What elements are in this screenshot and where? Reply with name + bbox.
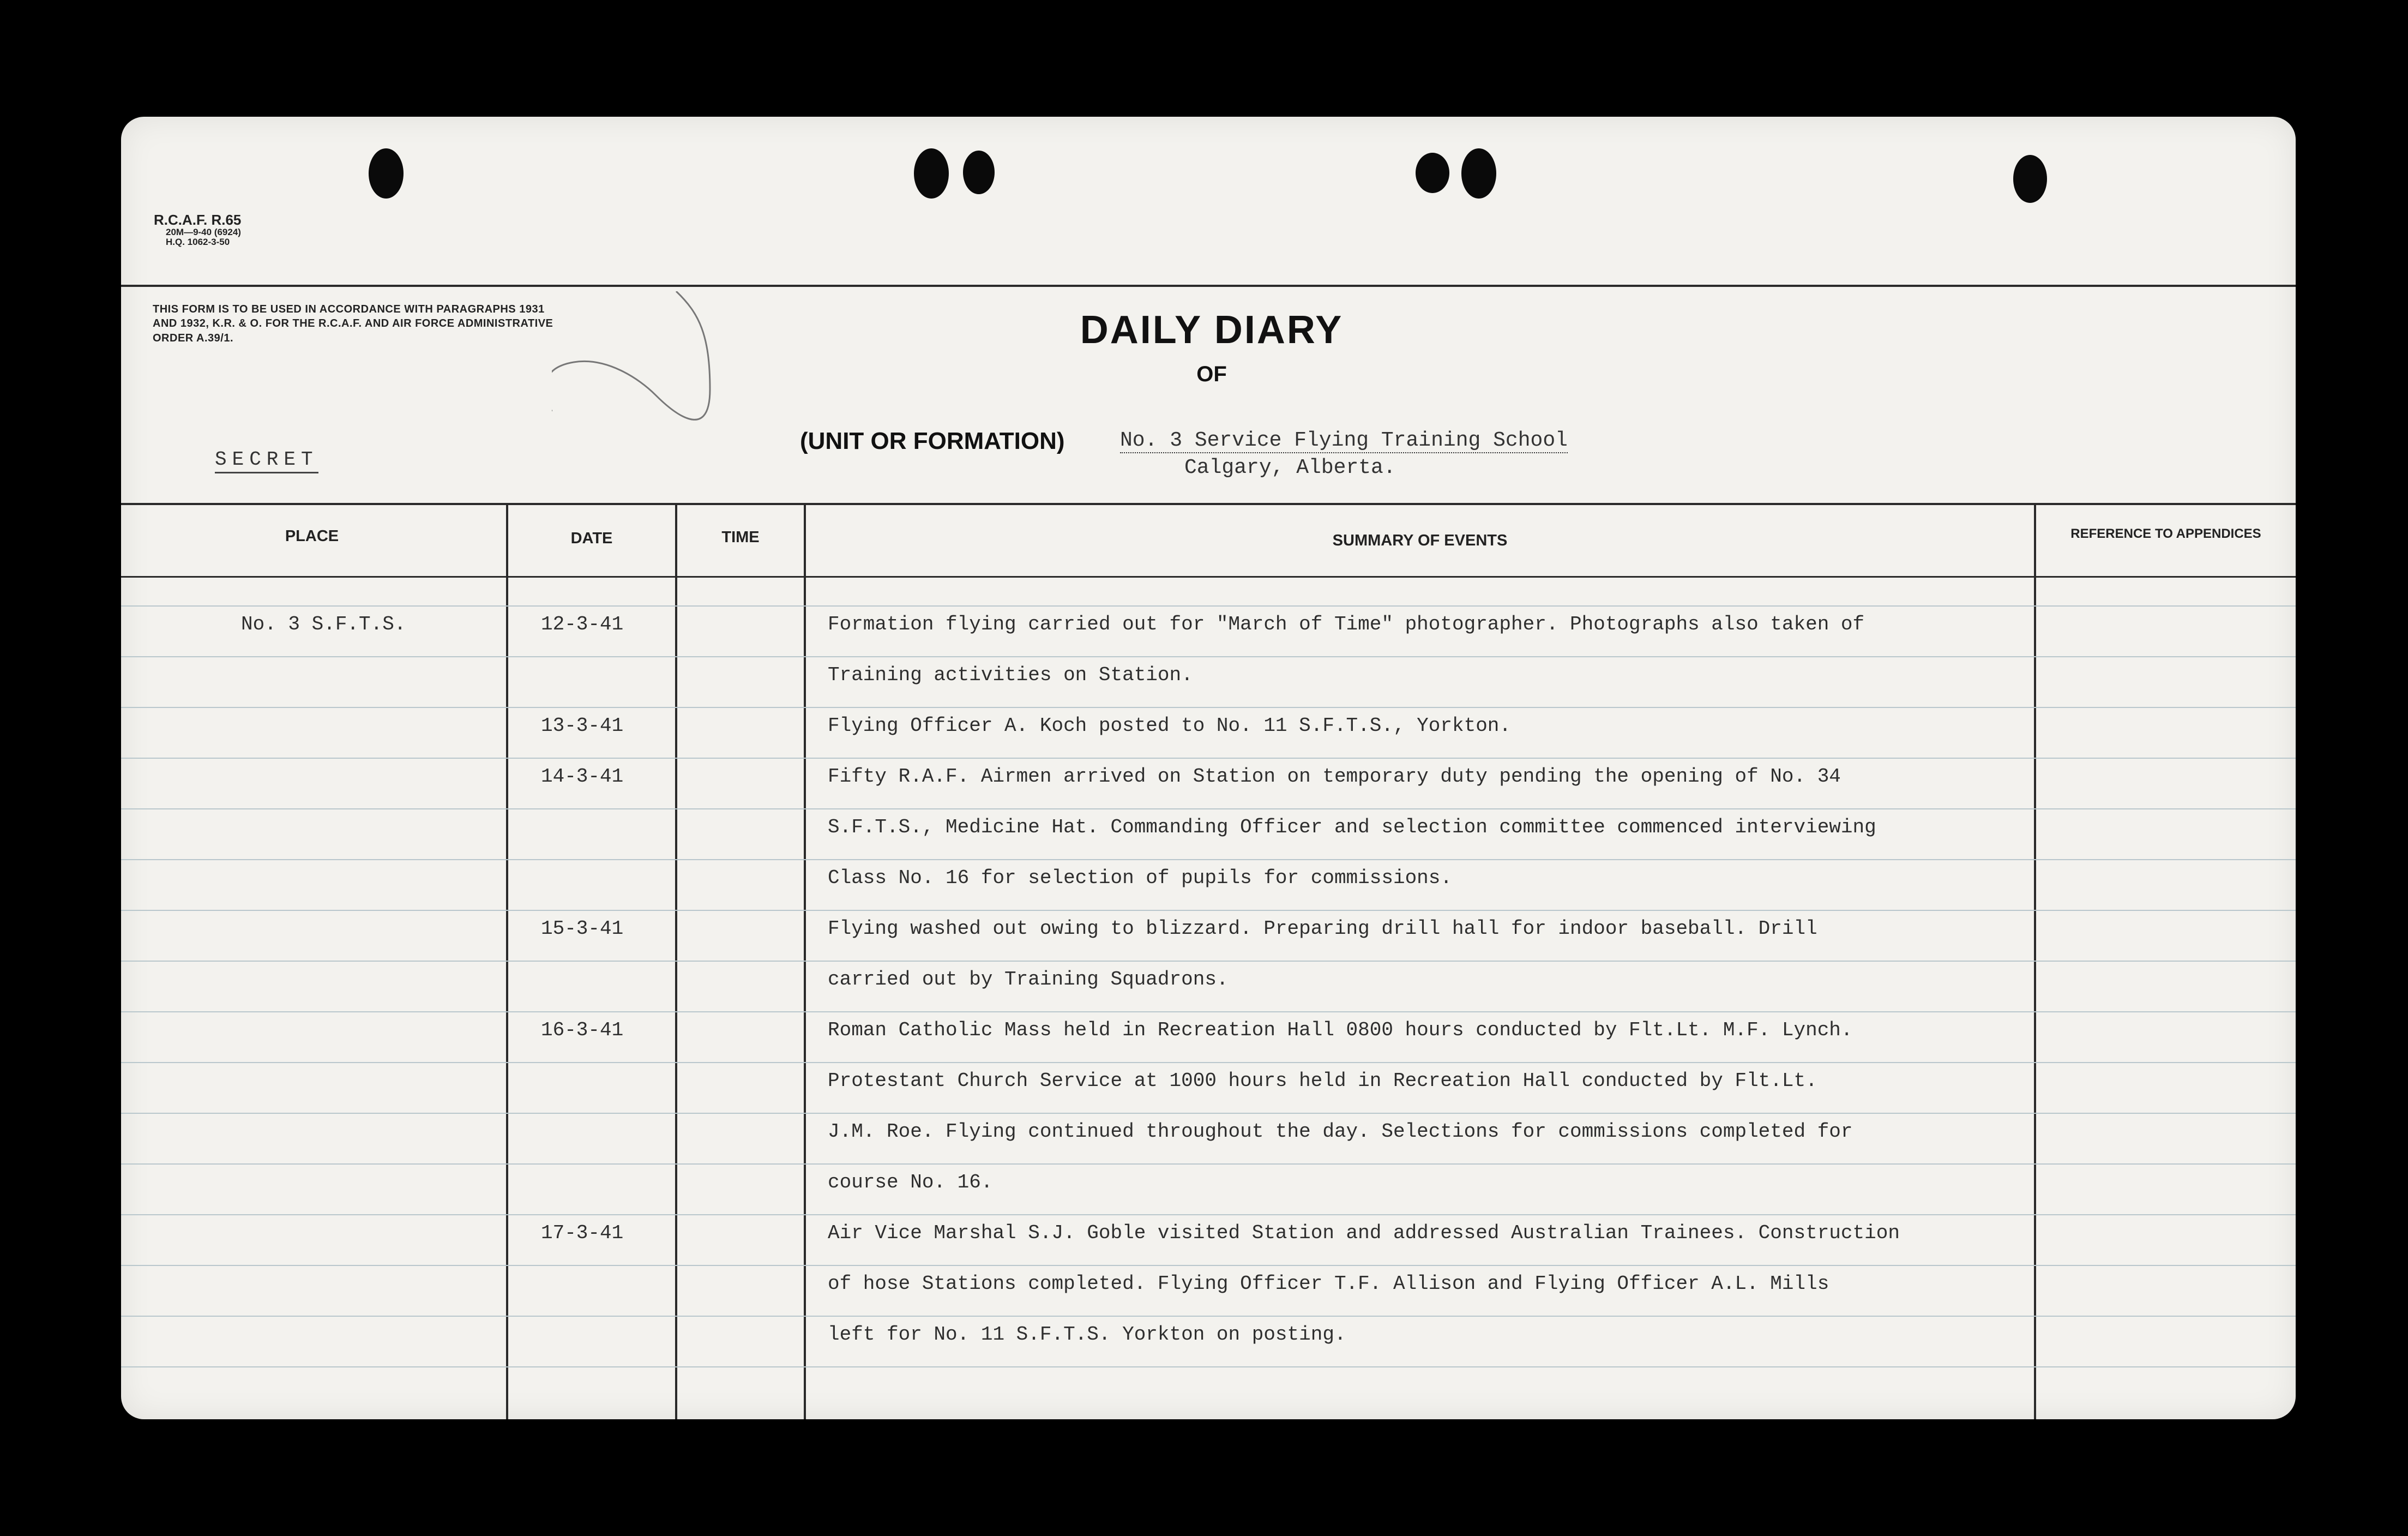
form-code: [154, 213, 241, 247]
ruled-line: [121, 707, 2296, 708]
ruled-line: [121, 808, 2296, 809]
ruled-line: [121, 758, 2296, 759]
summary-line: of hose Stations completed. Flying Officer T.F. Allison and Flying Officer A.L. Mills: [828, 1273, 1829, 1295]
punch-hole: [369, 148, 404, 199]
title-of: OF: [1196, 362, 1227, 386]
ruled-line: [121, 1265, 2296, 1266]
summary-line: Training activities on Station.: [828, 664, 1193, 686]
entry-date: 12-3-41: [541, 613, 624, 635]
summary-line: Fifty R.A.F. Airmen arrived on Station on temporary duty pending the opening of No. 34: [828, 765, 1841, 788]
summary-line: Protestant Church Service at 1000 hours held in Recreation Hall conducted by Flt.Lt.: [828, 1070, 1817, 1092]
table-header-rule: [121, 576, 2296, 578]
ruled-line: [121, 859, 2296, 860]
header-time: TIME: [721, 529, 760, 546]
form-number: R.C.A.F. R.65: [154, 212, 242, 228]
ruled-line: [121, 961, 2296, 962]
column-divider: [2034, 505, 2036, 1419]
print-code: 20M—9-40 (6924): [166, 227, 241, 238]
ruled-line: [121, 1214, 2296, 1215]
punch-hole: [1461, 148, 1496, 199]
ruled-line: [121, 910, 2296, 911]
place-entry: No. 3 S.F.T.S.: [241, 613, 406, 635]
summary-line: Roman Catholic Mass held in Recreation Hall 0800 hours conducted by Flt.Lt. M.F. Lynch.: [828, 1019, 1853, 1041]
header-date: DATE: [570, 530, 613, 547]
header-reference: REFERENCE TO APPENDICES: [2070, 526, 2261, 541]
summary-line: Flying Officer A. Koch posted to No. 11 S.F.T.S., Yorkton.: [828, 715, 1512, 737]
column-divider: [506, 505, 508, 1419]
summary-line: S.F.T.S., Medicine Hat. Commanding Officer and selection committee commenced interviewing: [828, 816, 1876, 838]
unit-label: (UNIT OR FORMATION): [800, 428, 1065, 454]
entry-date: 14-3-41: [541, 765, 624, 788]
summary-line: Formation flying carried out for "March of Time" photographer. Photographs also taken of: [828, 613, 1865, 635]
punch-hole: [914, 148, 949, 199]
entry-date: 17-3-41: [541, 1222, 624, 1244]
summary-line: left for No. 11 S.F.T.S. Yorkton on posting.: [828, 1323, 1346, 1346]
summary-line: Air Vice Marshal S.J. Goble visited Station and addressed Australian Trainees. Construction: [828, 1222, 1900, 1244]
ruled-line: [121, 1113, 2296, 1114]
classification-label: SECRET: [215, 448, 318, 473]
ruled-line: [121, 1316, 2296, 1317]
entry-date: 16-3-41: [541, 1019, 624, 1041]
ruled-line: [121, 605, 2296, 607]
page-title: DAILY DIARY: [1080, 308, 1344, 352]
column-divider: [804, 505, 806, 1419]
usage-notice: THIS FORM IS TO BE USED IN ACCORDANCE WITH PARAGRAPHS 1931 AND 1932, K.R. & O. FOR THE R.C.A.F. AND AIR FORCE ADMINISTRATIVE ORDER A.39/1.: [153, 303, 553, 344]
ruled-line: [121, 1062, 2296, 1063]
summary-line: Flying washed out owing to blizzard. Preparing drill hall for indoor baseball. Drill: [828, 917, 1817, 940]
entry-date: 13-3-41: [541, 715, 624, 737]
header-rule: [121, 285, 2296, 287]
ruled-line: [121, 1366, 2296, 1367]
summary-line: carried out by Training Squadrons.: [828, 968, 1229, 991]
summary-line: course No. 16.: [828, 1171, 993, 1193]
ruled-line: [121, 1163, 2296, 1165]
ruled-line: [121, 1011, 2296, 1012]
table-top-rule: [121, 503, 2296, 505]
header-place: PLACE: [285, 527, 339, 545]
punch-hole: [963, 151, 995, 194]
punch-hole: [2013, 155, 2047, 203]
unit-location: Calgary, Alberta.: [1184, 456, 1396, 479]
entry-date: 15-3-41: [541, 917, 624, 940]
unit-name: No. 3 Service Flying Training School: [1120, 429, 1568, 452]
diary-page: [121, 117, 2296, 1419]
hq-code: H.Q. 1062-3-50: [166, 237, 230, 248]
summary-line: Class No. 16 for selection of pupils for commissions.: [828, 867, 1452, 889]
column-divider: [675, 505, 677, 1419]
header-summary: SUMMARY OF EVENTS: [1332, 532, 1508, 549]
punch-hole: [1416, 153, 1449, 193]
summary-line: J.M. Roe. Flying continued throughout the day. Selections for commissions completed for: [828, 1120, 1853, 1143]
ruled-line: [121, 656, 2296, 657]
